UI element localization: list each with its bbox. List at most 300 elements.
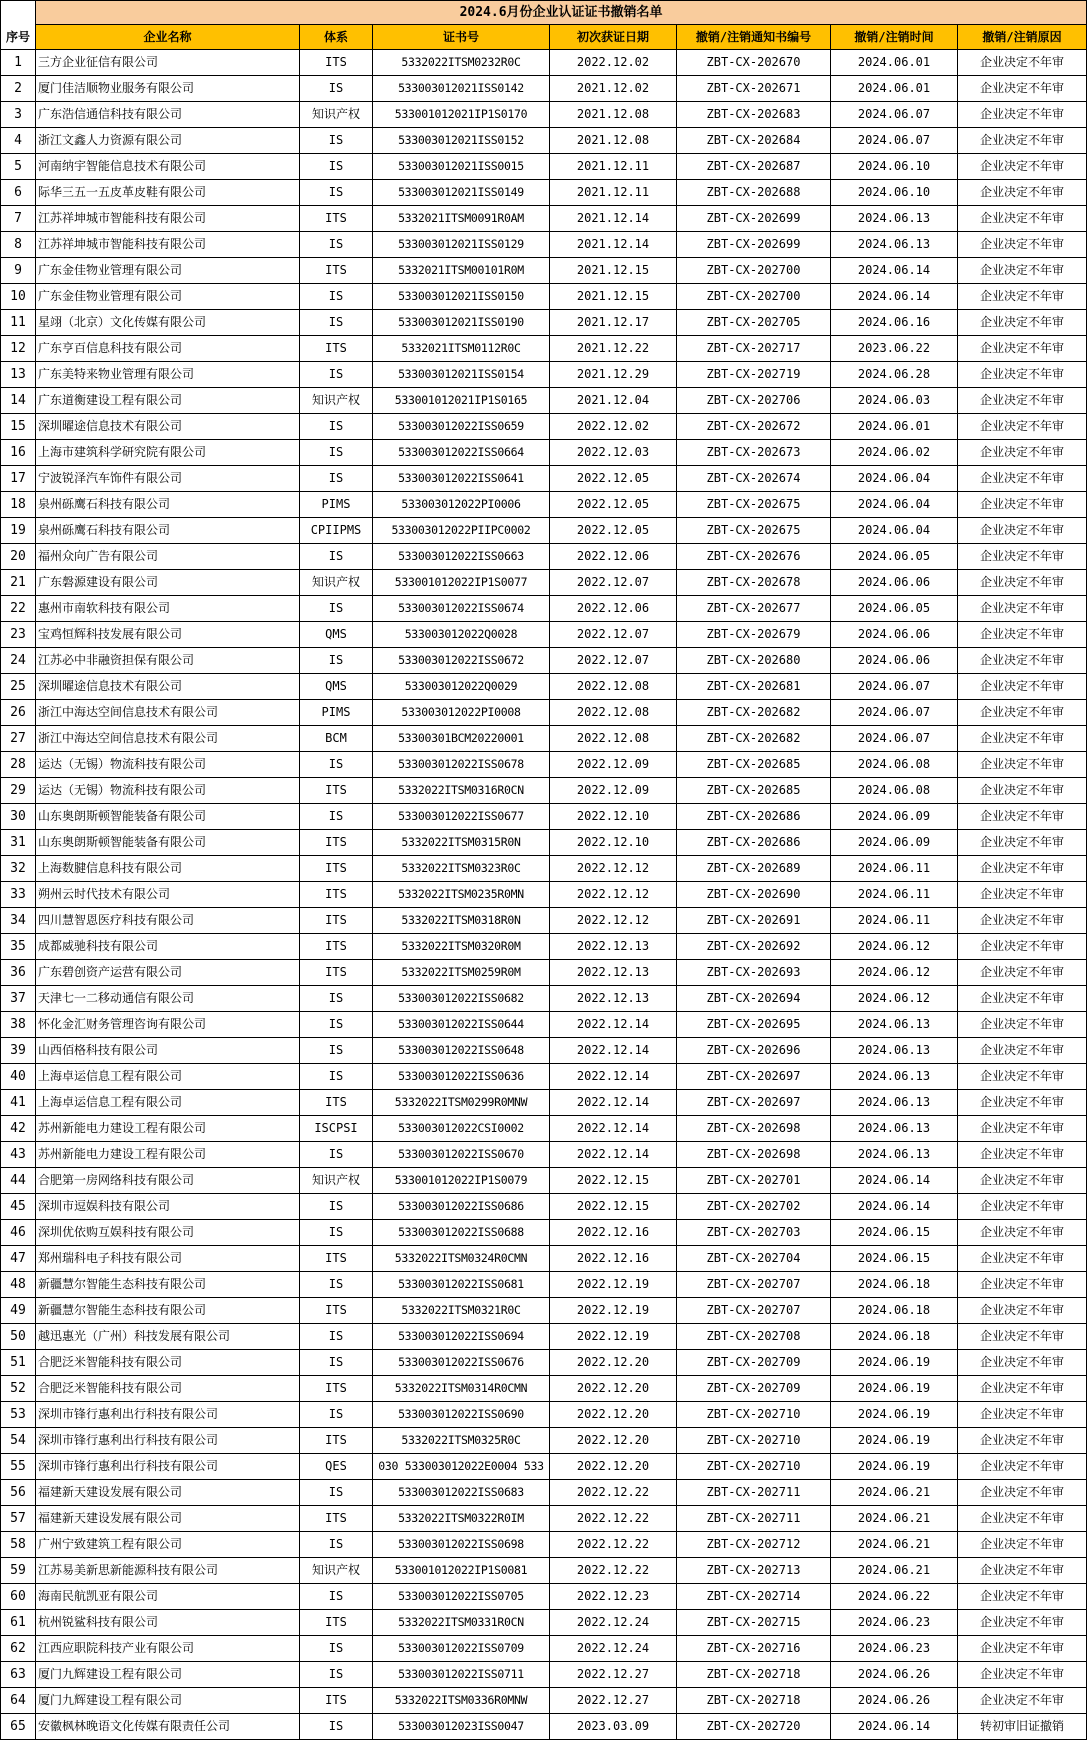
cell-notice-no: ZBT-CX-202682 (677, 700, 831, 726)
cell-notice-no: ZBT-CX-202687 (677, 154, 831, 180)
cell-revoke-date: 2024.06.21 (831, 1506, 958, 1532)
cell-system: IS (300, 1402, 373, 1428)
cell-notice-no: ZBT-CX-202718 (677, 1662, 831, 1688)
header-cert-no: 证书号 (373, 25, 550, 50)
cell-seq: 44 (1, 1168, 36, 1194)
cell-system: ITS (300, 960, 373, 986)
table-row (1, 1688, 1087, 1714)
cell-revoke-date: 2024.06.07 (831, 102, 958, 128)
cell-cert-no: 5332021ITSM0112R0C (373, 336, 550, 362)
cell-revoke-date: 2024.06.08 (831, 752, 958, 778)
cell-reason: 企业决定不年审 (958, 1064, 1087, 1090)
table-row (1, 128, 1087, 154)
cell-company: 合肥第一房网络科技有限公司 (36, 1168, 300, 1194)
cell-notice-no: ZBT-CX-202676 (677, 544, 831, 570)
table-row (1, 284, 1087, 310)
cell-cert-no: 533001012022IP1S0079 (373, 1168, 550, 1194)
cell-system: IS (300, 1662, 373, 1688)
cell-cert-no: 5332022ITSM0318R0N (373, 908, 550, 934)
cell-system: ITS (300, 882, 373, 908)
cell-first-date: 2022.12.09 (550, 778, 677, 804)
table-row (1, 1090, 1087, 1116)
cell-revoke-date: 2024.06.13 (831, 206, 958, 232)
cell-revoke-date: 2024.06.04 (831, 518, 958, 544)
cell-system: IS (300, 1142, 373, 1168)
cell-reason: 企业决定不年审 (958, 1558, 1087, 1584)
cell-company: 合肥泛米智能科技有限公司 (36, 1376, 300, 1402)
table-row (1, 1142, 1087, 1168)
cell-revoke-date: 2024.06.14 (831, 1714, 958, 1740)
cell-reason: 企业决定不年审 (958, 1506, 1087, 1532)
cell-notice-no: ZBT-CX-202686 (677, 804, 831, 830)
cell-reason: 企业决定不年审 (958, 1168, 1087, 1194)
cell-seq: 54 (1, 1428, 36, 1454)
cell-first-date: 2023.03.09 (550, 1714, 677, 1740)
cell-system: ITS (300, 1610, 373, 1636)
cell-system: ITS (300, 258, 373, 284)
cell-reason: 企业决定不年审 (958, 986, 1087, 1012)
cell-notice-no: ZBT-CX-202706 (677, 388, 831, 414)
cell-notice-no: ZBT-CX-202682 (677, 726, 831, 752)
cell-cert-no: 5332022ITSM0235R0MN (373, 882, 550, 908)
cell-cert-no: 533003012021ISS0149 (373, 180, 550, 206)
table-row (1, 1246, 1087, 1272)
cell-seq: 35 (1, 934, 36, 960)
cell-notice-no: ZBT-CX-202715 (677, 1610, 831, 1636)
cell-notice-no: ZBT-CX-202701 (677, 1168, 831, 1194)
cell-cert-no: 5332022ITSM0325R0C (373, 1428, 550, 1454)
cell-revoke-date: 2024.06.12 (831, 986, 958, 1012)
cell-revoke-date: 2024.06.01 (831, 414, 958, 440)
cell-revoke-date: 2024.06.01 (831, 50, 958, 76)
cell-seq: 37 (1, 986, 36, 1012)
cell-seq: 41 (1, 1090, 36, 1116)
cell-reason: 企业决定不年审 (958, 1376, 1087, 1402)
cell-first-date: 2022.12.14 (550, 1090, 677, 1116)
cell-company: 河南纳宇智能信息技术有限公司 (36, 154, 300, 180)
cell-company: 山东奥朗斯顿智能装备有限公司 (36, 830, 300, 856)
cell-revoke-date: 2024.06.06 (831, 648, 958, 674)
cell-reason: 企业决定不年审 (958, 1662, 1087, 1688)
table-row (1, 206, 1087, 232)
cell-reason: 企业决定不年审 (958, 1090, 1087, 1116)
cell-company: 浙江文鑫人力资源有限公司 (36, 128, 300, 154)
cell-revoke-date: 2024.06.15 (831, 1246, 958, 1272)
table-row (1, 1168, 1087, 1194)
cell-cert-no: 533003012022CSI0002 (373, 1116, 550, 1142)
cell-reason: 企业决定不年审 (958, 518, 1087, 544)
cell-revoke-date: 2024.06.11 (831, 882, 958, 908)
cell-notice-no: ZBT-CX-202712 (677, 1532, 831, 1558)
cell-cert-no: 533003012022ISS0694 (373, 1324, 550, 1350)
cell-first-date: 2022.12.02 (550, 50, 677, 76)
cell-company: 成都威驰科技有限公司 (36, 934, 300, 960)
cell-company: 深圳市锋行惠利出行科技有限公司 (36, 1428, 300, 1454)
cell-reason: 企业决定不年审 (958, 1428, 1087, 1454)
cell-reason: 企业决定不年审 (958, 804, 1087, 830)
cell-reason: 企业决定不年审 (958, 1324, 1087, 1350)
cell-reason: 企业决定不年审 (958, 1584, 1087, 1610)
cell-revoke-date: 2024.06.19 (831, 1454, 958, 1480)
cell-first-date: 2022.12.22 (550, 1506, 677, 1532)
cell-system: IS (300, 232, 373, 258)
cell-system: IS (300, 1272, 373, 1298)
cell-seq: 24 (1, 648, 36, 674)
table-row (1, 648, 1087, 674)
cell-reason: 企业决定不年审 (958, 1480, 1087, 1506)
cell-revoke-date: 2024.06.13 (831, 1090, 958, 1116)
cell-company: 合肥泛米智能科技有限公司 (36, 1350, 300, 1376)
cell-company: 福建新天建设发展有限公司 (36, 1506, 300, 1532)
cell-seq: 7 (1, 206, 36, 232)
cell-cert-no: 533003012022ISS0698 (373, 1532, 550, 1558)
cell-reason: 企业决定不年审 (958, 336, 1087, 362)
cell-notice-no: ZBT-CX-202691 (677, 908, 831, 934)
cell-company: 深圳曜途信息技术有限公司 (36, 674, 300, 700)
cell-system: ITS (300, 50, 373, 76)
cell-company: 厦门佳洁顺物业服务有限公司 (36, 76, 300, 102)
cell-cert-no: 5332022ITSM0336R0MNW (373, 1688, 550, 1714)
table-title: 2024.6月份企业认证证书撤销名单 (36, 1, 1087, 25)
cell-reason: 企业决定不年审 (958, 674, 1087, 700)
cell-cert-no: 533003012022ISS0683 (373, 1480, 550, 1506)
cell-reason: 企业决定不年审 (958, 934, 1087, 960)
cell-cert-no: 533001012022IP1S0081 (373, 1558, 550, 1584)
cell-revoke-date: 2024.06.26 (831, 1662, 958, 1688)
cell-company: 上海卓运信息工程有限公司 (36, 1090, 300, 1116)
cell-system: IS (300, 310, 373, 336)
cell-revoke-date: 2024.06.19 (831, 1402, 958, 1428)
cell-cert-no: 533003012021ISS0152 (373, 128, 550, 154)
cell-seq: 51 (1, 1350, 36, 1376)
cell-notice-no: ZBT-CX-202700 (677, 258, 831, 284)
cell-revoke-date: 2023.06.22 (831, 336, 958, 362)
cell-seq: 19 (1, 518, 36, 544)
cell-company: 江苏必中非融资担保有限公司 (36, 648, 300, 674)
cell-seq: 13 (1, 362, 36, 388)
cell-seq: 64 (1, 1688, 36, 1714)
cell-company: 天津七一二移动通信有限公司 (36, 986, 300, 1012)
cell-seq: 33 (1, 882, 36, 908)
cell-notice-no: ZBT-CX-202719 (677, 362, 831, 388)
cell-company: 厦门九辉建设工程有限公司 (36, 1688, 300, 1714)
cell-system: IS (300, 1636, 373, 1662)
table-row (1, 960, 1087, 986)
cell-seq: 65 (1, 1714, 36, 1740)
cell-system: IS (300, 284, 373, 310)
cell-seq: 29 (1, 778, 36, 804)
cell-reason: 企业决定不年审 (958, 570, 1087, 596)
cell-first-date: 2022.12.14 (550, 1038, 677, 1064)
cell-revoke-date: 2024.06.10 (831, 154, 958, 180)
cell-seq: 48 (1, 1272, 36, 1298)
cell-system: 知识产权 (300, 570, 373, 596)
cell-system: IS (300, 648, 373, 674)
cell-company: 惠州市南软科技有限公司 (36, 596, 300, 622)
cell-notice-no: ZBT-CX-202709 (677, 1350, 831, 1376)
cell-reason: 企业决定不年审 (958, 1246, 1087, 1272)
cell-first-date: 2021.12.15 (550, 284, 677, 310)
cell-first-date: 2022.12.15 (550, 1194, 677, 1220)
cell-seq: 6 (1, 180, 36, 206)
cell-seq: 11 (1, 310, 36, 336)
cell-first-date: 2022.12.05 (550, 492, 677, 518)
cell-first-date: 2022.12.20 (550, 1402, 677, 1428)
cell-revoke-date: 2024.06.22 (831, 1584, 958, 1610)
header-company: 企业名称 (36, 25, 300, 50)
cell-seq: 30 (1, 804, 36, 830)
cell-revoke-date: 2024.06.19 (831, 1428, 958, 1454)
cell-first-date: 2022.12.13 (550, 960, 677, 986)
cell-system: CPIIPMS (300, 518, 373, 544)
table-row (1, 232, 1087, 258)
cell-seq: 52 (1, 1376, 36, 1402)
cell-revoke-date: 2024.06.02 (831, 440, 958, 466)
cell-notice-no: ZBT-CX-202683 (677, 102, 831, 128)
table-row (1, 674, 1087, 700)
cell-first-date: 2022.12.20 (550, 1428, 677, 1454)
cell-first-date: 2022.12.24 (550, 1636, 677, 1662)
cell-company: 福州众向广告有限公司 (36, 544, 300, 570)
cell-system: ITS (300, 206, 373, 232)
cell-company: 海南民航凯亚有限公司 (36, 1584, 300, 1610)
cell-system: IS (300, 1584, 373, 1610)
cell-seq: 9 (1, 258, 36, 284)
cell-notice-no: ZBT-CX-202674 (677, 466, 831, 492)
cell-first-date: 2021.12.02 (550, 76, 677, 102)
cell-notice-no: ZBT-CX-202677 (677, 596, 831, 622)
cell-reason: 企业决定不年审 (958, 908, 1087, 934)
cell-revoke-date: 2024.06.13 (831, 1142, 958, 1168)
cell-company: 安徽枫林晚语文化传媒有限责任公司 (36, 1714, 300, 1740)
cell-company: 江苏易美新思新能源科技有限公司 (36, 1558, 300, 1584)
cell-first-date: 2022.12.07 (550, 570, 677, 596)
cell-notice-no: ZBT-CX-202711 (677, 1506, 831, 1532)
cell-cert-no: 533003012022ISS0709 (373, 1636, 550, 1662)
table-row (1, 1610, 1087, 1636)
cell-system: IS (300, 414, 373, 440)
table-row (1, 726, 1087, 752)
cell-cert-no: 533003012022ISS0690 (373, 1402, 550, 1428)
cell-first-date: 2022.12.03 (550, 440, 677, 466)
cell-revoke-date: 2024.06.21 (831, 1558, 958, 1584)
cell-cert-no: 533003012022ISS0686 (373, 1194, 550, 1220)
cell-cert-no: 5332021ITSM00101R0M (373, 258, 550, 284)
cell-cert-no: 533003012022ISS0674 (373, 596, 550, 622)
cell-notice-no: ZBT-CX-202716 (677, 1636, 831, 1662)
cell-reason: 企业决定不年审 (958, 726, 1087, 752)
cell-company: 深圳优依购互娱科技有限公司 (36, 1220, 300, 1246)
cell-company: 山东奥朗斯顿智能装备有限公司 (36, 804, 300, 830)
cell-reason: 企业决定不年审 (958, 596, 1087, 622)
cell-first-date: 2021.12.17 (550, 310, 677, 336)
cell-company: 山西佰格科技有限公司 (36, 1038, 300, 1064)
cell-cert-no: 533003012022ISS0644 (373, 1012, 550, 1038)
cell-cert-no: 533001012022IP1S0077 (373, 570, 550, 596)
header-first-date: 初次获证日期 (550, 25, 677, 50)
cell-system: ISCPSI (300, 1116, 373, 1142)
cell-revoke-date: 2024.06.04 (831, 492, 958, 518)
cell-notice-no: ZBT-CX-202698 (677, 1116, 831, 1142)
table-row (1, 1636, 1087, 1662)
cell-system: QES (300, 1454, 373, 1480)
cell-cert-no: 533003012022ISS0688 (373, 1220, 550, 1246)
cell-first-date: 2022.12.06 (550, 544, 677, 570)
cell-reason: 企业决定不年审 (958, 1012, 1087, 1038)
cell-system: IS (300, 804, 373, 830)
cell-first-date: 2022.12.05 (550, 518, 677, 544)
cell-first-date: 2022.12.22 (550, 1532, 677, 1558)
cell-revoke-date: 2024.06.18 (831, 1272, 958, 1298)
cell-first-date: 2022.12.08 (550, 700, 677, 726)
cell-notice-no: ZBT-CX-202697 (677, 1064, 831, 1090)
cell-revoke-date: 2024.06.19 (831, 1350, 958, 1376)
table-row (1, 570, 1087, 596)
cell-first-date: 2021.12.15 (550, 258, 677, 284)
cell-seq: 15 (1, 414, 36, 440)
cell-cert-no: 533003012022Q0028 (373, 622, 550, 648)
cell-cert-no: 5332022ITSM0324R0CMN (373, 1246, 550, 1272)
cell-notice-no: ZBT-CX-202699 (677, 232, 831, 258)
cell-seq: 1 (1, 50, 36, 76)
header-notice-no: 撤销/注销通知书编号 (677, 25, 831, 50)
cell-notice-no: ZBT-CX-202678 (677, 570, 831, 596)
table-row (1, 1272, 1087, 1298)
cell-first-date: 2022.12.24 (550, 1610, 677, 1636)
table-row (1, 492, 1087, 518)
cell-revoke-date: 2024.06.14 (831, 1168, 958, 1194)
cell-cert-no: 5332021ITSM0091R0AM (373, 206, 550, 232)
table-row (1, 1350, 1087, 1376)
cell-company: 深圳市逗娱科技有限公司 (36, 1194, 300, 1220)
cell-first-date: 2021.12.11 (550, 154, 677, 180)
cell-reason: 企业决定不年审 (958, 752, 1087, 778)
cell-seq: 53 (1, 1402, 36, 1428)
cell-cert-no: 533003012021ISS0150 (373, 284, 550, 310)
cell-notice-no: ZBT-CX-202692 (677, 934, 831, 960)
cell-notice-no: ZBT-CX-202693 (677, 960, 831, 986)
cell-revoke-date: 2024.06.14 (831, 1194, 958, 1220)
cell-seq: 34 (1, 908, 36, 934)
cell-cert-no: 533003012022ISS0636 (373, 1064, 550, 1090)
table-row (1, 258, 1087, 284)
cell-revoke-date: 2024.06.09 (831, 830, 958, 856)
cell-revoke-date: 2024.06.16 (831, 310, 958, 336)
cell-company: 郑州瑞科电子科技有限公司 (36, 1246, 300, 1272)
cell-first-date: 2022.12.02 (550, 414, 677, 440)
cell-cert-no: 5332022ITSM0314R0CMN (373, 1376, 550, 1402)
cell-company: 江苏祥坤城市智能科技有限公司 (36, 206, 300, 232)
cell-first-date: 2022.12.16 (550, 1220, 677, 1246)
cell-notice-no: ZBT-CX-202709 (677, 1376, 831, 1402)
table-row (1, 596, 1087, 622)
cell-revoke-date: 2024.06.09 (831, 804, 958, 830)
cell-revoke-date: 2024.06.12 (831, 960, 958, 986)
cell-first-date: 2021.12.14 (550, 232, 677, 258)
cell-cert-no: 533003012022PIIPC0002 (373, 518, 550, 544)
cell-revoke-date: 2024.06.06 (831, 622, 958, 648)
cell-revoke-date: 2024.06.13 (831, 1038, 958, 1064)
cell-notice-no: ZBT-CX-202704 (677, 1246, 831, 1272)
cell-reason: 企业决定不年审 (958, 310, 1087, 336)
cell-reason: 企业决定不年审 (958, 232, 1087, 258)
cell-cert-no: 533003012022ISS0659 (373, 414, 550, 440)
cell-seq: 46 (1, 1220, 36, 1246)
cell-notice-no: ZBT-CX-202710 (677, 1454, 831, 1480)
cell-reason: 企业决定不年审 (958, 1532, 1087, 1558)
cell-company: 上海市建筑科学研究院有限公司 (36, 440, 300, 466)
cell-notice-no: ZBT-CX-202675 (677, 518, 831, 544)
cell-cert-no: 533001012021IP1S0170 (373, 102, 550, 128)
cell-notice-no: ZBT-CX-202686 (677, 830, 831, 856)
cell-notice-no: ZBT-CX-202680 (677, 648, 831, 674)
table-row (1, 362, 1087, 388)
cell-system: IS (300, 544, 373, 570)
cell-seq: 62 (1, 1636, 36, 1662)
cell-notice-no: ZBT-CX-202702 (677, 1194, 831, 1220)
cell-company: 浙江中海达空间信息技术有限公司 (36, 700, 300, 726)
table-row (1, 1714, 1087, 1740)
cell-revoke-date: 2024.06.13 (831, 1012, 958, 1038)
cell-revoke-date: 2024.06.18 (831, 1298, 958, 1324)
table-row (1, 1480, 1087, 1506)
cell-system: ITS (300, 1090, 373, 1116)
cell-system: IS (300, 1324, 373, 1350)
cell-first-date: 2022.12.14 (550, 1116, 677, 1142)
cell-reason: 企业决定不年审 (958, 76, 1087, 102)
cell-cert-no: 5332022ITSM0322R0IM (373, 1506, 550, 1532)
cell-reason: 企业决定不年审 (958, 206, 1087, 232)
cell-company: 厦门九辉建设工程有限公司 (36, 1662, 300, 1688)
cell-seq: 3 (1, 102, 36, 128)
table-row (1, 986, 1087, 1012)
cell-cert-no: 5332022ITSM0259R0M (373, 960, 550, 986)
cell-company: 越迅惠光（广州）科技发展有限公司 (36, 1324, 300, 1350)
cell-notice-no: ZBT-CX-202710 (677, 1402, 831, 1428)
cell-first-date: 2022.12.23 (550, 1584, 677, 1610)
cell-revoke-date: 2024.06.01 (831, 76, 958, 102)
cell-seq: 10 (1, 284, 36, 310)
cell-revoke-date: 2024.06.07 (831, 128, 958, 154)
cell-first-date: 2022.12.22 (550, 1558, 677, 1584)
cell-company: 广东磐源建设有限公司 (36, 570, 300, 596)
cell-first-date: 2022.12.08 (550, 726, 677, 752)
cell-company: 泉州砾鹰石科技有限公司 (36, 492, 300, 518)
cell-system: IS (300, 362, 373, 388)
cell-notice-no: ZBT-CX-202672 (677, 414, 831, 440)
cell-company: 新疆慧尔智能生态科技有限公司 (36, 1298, 300, 1324)
cell-first-date: 2022.12.19 (550, 1272, 677, 1298)
table-row (1, 1194, 1087, 1220)
cell-notice-no: ZBT-CX-202710 (677, 1428, 831, 1454)
cell-system: ITS (300, 1506, 373, 1532)
cell-company: 宁波锐泽汽车饰件有限公司 (36, 466, 300, 492)
cell-first-date: 2022.12.14 (550, 1012, 677, 1038)
cell-first-date: 2022.12.10 (550, 830, 677, 856)
cell-first-date: 2021.12.04 (550, 388, 677, 414)
table-row (1, 1454, 1087, 1480)
table-row (1, 1506, 1087, 1532)
cell-seq: 5 (1, 154, 36, 180)
cell-system: IS (300, 1480, 373, 1506)
cell-company: 深圳曜途信息技术有限公司 (36, 414, 300, 440)
table-row (1, 310, 1087, 336)
cell-reason: 企业决定不年审 (958, 466, 1087, 492)
cell-seq: 47 (1, 1246, 36, 1272)
table-row (1, 1116, 1087, 1142)
table-row (1, 908, 1087, 934)
cell-company: 浙江中海达空间信息技术有限公司 (36, 726, 300, 752)
